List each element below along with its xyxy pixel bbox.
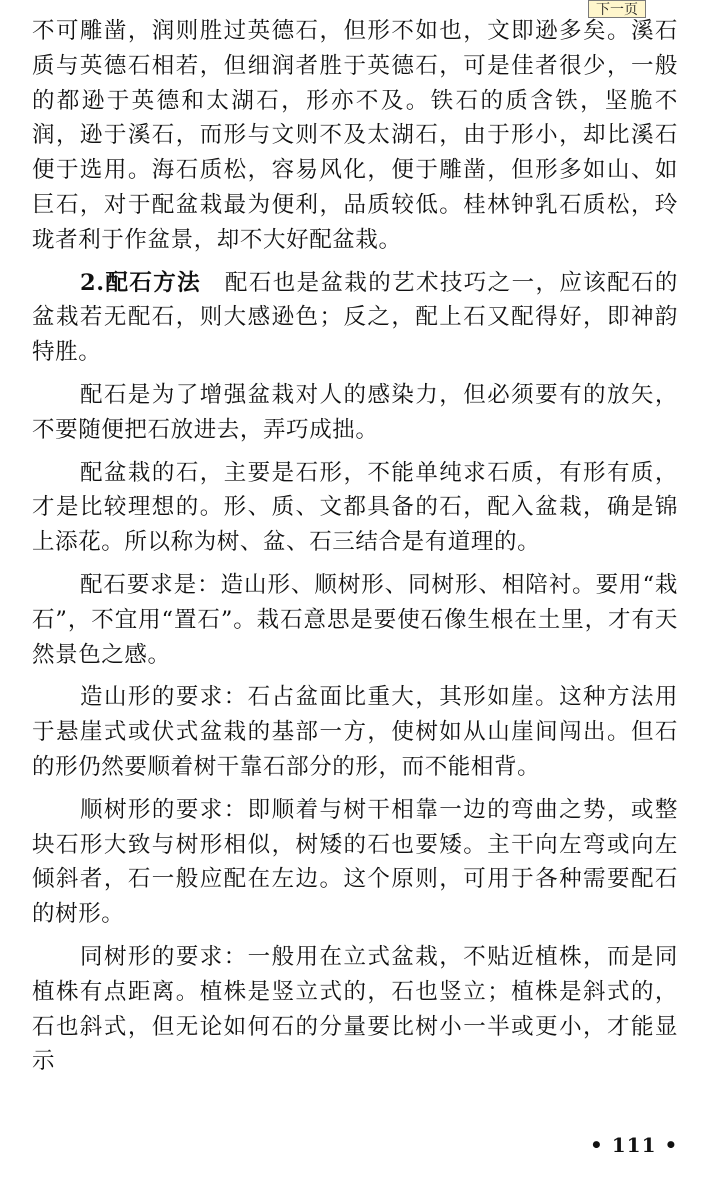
paragraph-stone-qualities: 不可雕凿，润则胜过英德石，但形不如也，文即逊多矣。溪石质与英德石相若，但细润者胜于英德石，可是佳者很少，一般的都逊于英德和太湖石，形亦不及。铁石的质含铁，坚脆不润，逊于溪石，而形与文则不及太湖石，由于形小，却比溪石便于选用。海石质松，容易风化，便于雕凿，但形多如山、如巨石，对于配盆栽最为便利，品质较低。桂林钟乳石质松，玲珑者利于作盆景，却不大好配盆栽。 (32, 18, 678, 253)
next-page-button[interactable]: 下一页 (588, 0, 646, 18)
paragraph-stone-methods (32, 266, 678, 370)
paragraph-follow-tree-shape: 顺树形的要求：即顺着与树干相靠一边的弯曲之势，或整块石形大致与树形相似，树矮的石也要矮。主干向左弯或向左倾斜者，石一般应配在左边。这个原则，可用于各种需要配石的树形。 (32, 796, 678, 928)
paragraph-same-tree-shape: 同树形的要求：一般用在立式盆栽，不贴近植株，而是同植株有点距离。植株是竖立式的，石也竖立；植株是斜式的，石也斜式，但无论如何石的分量要比树小一半或更小，才能显示 (32, 943, 678, 1075)
paragraph-mountain-shape: 造山形的要求：石占盆面比重大，其形如崖。这种方法用于悬崖式或伏式盆栽的基部一方，使树如从山崖间闯出。但石的形仍然要顺着树干靠石部分的形，而不能相背。 (32, 684, 678, 780)
paragraph-stone-shape: 配盆栽的石，主要是石形，不能单纯求石质，有形有质，才是比较理想的。形、质、文都具备的石，配入盆栽，确是锦上添花。所以称为树、盆、石三结合是有道理的。 (32, 459, 678, 556)
paragraph-stone-methods-body: 配石也是盆栽的艺术技巧之一，应该配石的盆栽若无配石，则大感逊色；反之，配上石又配得好，即神韵特胜。 (32, 269, 678, 366)
page-number: • 111 • (590, 1133, 679, 1157)
section-heading-stone-methods: 2.配石方法 (80, 269, 202, 296)
paragraph-stone-requirements: 配石要求是：造山形、顺树形、同树形、相陪衬。要用“栽石”，不宜用“置石”。栽石意思是要使石像生根在土里，才有天然景色之感。 (32, 571, 678, 668)
page-body-text (32, 14, 678, 1079)
paragraph-stone-purpose: 配石是为了增强盆栽对人的感染力，但必须要有的放矢，不要随便把石放进去，弄巧成拙。 (32, 381, 678, 443)
